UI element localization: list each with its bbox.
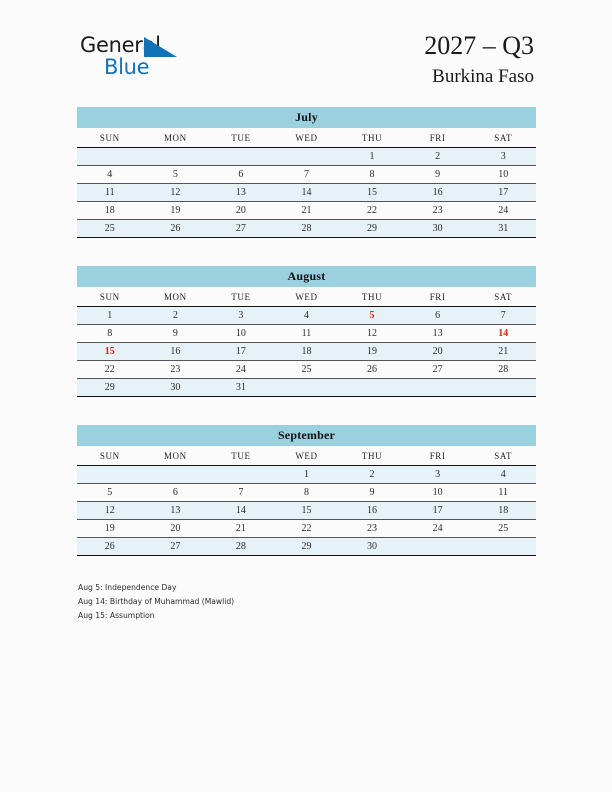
day-cell[interactable]: 23 <box>405 202 471 220</box>
day-cell[interactable]: 17 <box>208 343 274 361</box>
day-cell[interactable]: 2 <box>405 148 471 166</box>
weekday-header-tue: TUE <box>208 446 274 466</box>
weekday-header-sun: SUN <box>77 446 143 466</box>
weekday-header-fri: FRI <box>405 287 471 307</box>
page-header <box>0 30 612 100</box>
day-cell-empty <box>77 466 143 484</box>
day-cell[interactable]: 10 <box>208 325 274 343</box>
month-block <box>77 107 536 238</box>
day-cell[interactable]: 3 <box>208 307 274 325</box>
month-title-row <box>77 425 536 446</box>
day-cell[interactable]: 13 <box>208 184 274 202</box>
month-block <box>77 425 536 556</box>
day-cell[interactable]: 23 <box>143 361 209 379</box>
day-cell[interactable]: 3 <box>470 148 536 166</box>
day-cell[interactable]: 8 <box>339 166 405 184</box>
day-cell[interactable]: 26 <box>77 538 143 556</box>
weekday-header-row <box>77 446 536 466</box>
weekday-header-fri: FRI <box>405 128 471 148</box>
day-cell[interactable]: 30 <box>339 538 405 556</box>
day-cell[interactable]: 10 <box>405 484 471 502</box>
day-cell[interactable]: 24 <box>470 202 536 220</box>
brand-name-blue: Blue <box>104 55 150 79</box>
month-table <box>77 266 536 397</box>
title-block <box>424 30 534 89</box>
day-cell[interactable]: 12 <box>339 325 405 343</box>
weekday-header-tue: TUE <box>208 287 274 307</box>
day-cell-empty <box>143 466 209 484</box>
week-row <box>77 502 536 520</box>
day-cell-empty <box>405 538 471 556</box>
weekday-header-wed: WED <box>274 446 340 466</box>
day-cell-empty <box>208 466 274 484</box>
day-cell[interactable]: 20 <box>208 202 274 220</box>
day-cell[interactable]: 18 <box>77 202 143 220</box>
day-cell[interactable]: 5 <box>339 307 405 325</box>
day-cell[interactable]: 30 <box>405 220 471 238</box>
day-cell[interactable]: 28 <box>274 220 340 238</box>
day-cell[interactable]: 19 <box>339 343 405 361</box>
day-cell[interactable]: 17 <box>470 184 536 202</box>
day-cell[interactable]: 29 <box>339 220 405 238</box>
day-cell[interactable]: 5 <box>77 484 143 502</box>
day-cell[interactable]: 9 <box>405 166 471 184</box>
day-cell[interactable]: 8 <box>77 325 143 343</box>
week-row <box>77 379 536 397</box>
day-cell[interactable]: 11 <box>470 484 536 502</box>
page-title: 2027 – Q3 <box>424 31 534 60</box>
weekday-header-fri: FRI <box>405 446 471 466</box>
day-cell-empty <box>274 148 340 166</box>
weekday-header-row <box>77 287 536 307</box>
day-cell[interactable]: 20 <box>143 520 209 538</box>
day-cell[interactable]: 18 <box>470 502 536 520</box>
day-cell[interactable]: 30 <box>143 379 209 397</box>
day-cell[interactable]: 13 <box>405 325 471 343</box>
day-cell[interactable]: 20 <box>405 343 471 361</box>
day-cell[interactable]: 18 <box>274 343 340 361</box>
week-row <box>77 220 536 238</box>
day-cell[interactable]: 8 <box>274 484 340 502</box>
day-cell[interactable]: 14 <box>208 502 274 520</box>
day-cell[interactable]: 31 <box>208 379 274 397</box>
month-title-row <box>77 266 536 287</box>
weekday-header-thu: THU <box>339 287 405 307</box>
day-cell[interactable]: 26 <box>339 361 405 379</box>
month-name: July <box>77 107 536 128</box>
day-cell[interactable]: 29 <box>77 379 143 397</box>
day-cell[interactable]: 6 <box>143 484 209 502</box>
week-row <box>77 538 536 556</box>
week-row <box>77 466 536 484</box>
week-row <box>77 148 536 166</box>
weekday-header-sat: SAT <box>470 128 536 148</box>
day-cell[interactable]: 9 <box>339 484 405 502</box>
day-cell[interactable]: 16 <box>143 343 209 361</box>
legend-item: Aug 14: Birthday of Muhammad (Mawlid) <box>78 596 235 606</box>
week-row <box>77 307 536 325</box>
week-row <box>77 202 536 220</box>
day-cell[interactable]: 9 <box>143 325 209 343</box>
day-cell[interactable]: 1 <box>77 307 143 325</box>
legend-item: Aug 15: Assumption <box>78 610 155 620</box>
day-cell[interactable]: 16 <box>339 502 405 520</box>
weekday-header-wed: WED <box>274 287 340 307</box>
day-cell[interactable]: 7 <box>274 166 340 184</box>
day-cell[interactable]: 21 <box>470 343 536 361</box>
weekday-header-sat: SAT <box>470 446 536 466</box>
weekday-header-mon: MON <box>143 446 209 466</box>
day-cell[interactable]: 24 <box>208 361 274 379</box>
week-row <box>77 343 536 361</box>
day-cell[interactable]: 17 <box>405 502 471 520</box>
page-subtitle: Burkina Faso <box>432 65 534 87</box>
day-cell[interactable]: 14 <box>274 184 340 202</box>
day-cell[interactable]: 3 <box>405 466 471 484</box>
month-name: August <box>77 266 536 287</box>
day-cell[interactable]: 15 <box>274 502 340 520</box>
day-cell[interactable]: 7 <box>208 484 274 502</box>
day-cell[interactable]: 11 <box>274 325 340 343</box>
month-title-row <box>77 107 536 128</box>
day-cell[interactable]: 15 <box>77 343 143 361</box>
day-cell[interactable]: 23 <box>339 520 405 538</box>
day-cell[interactable]: 10 <box>470 166 536 184</box>
day-cell[interactable]: 24 <box>405 520 471 538</box>
day-cell-empty <box>77 148 143 166</box>
week-row <box>77 520 536 538</box>
day-cell[interactable]: 27 <box>208 220 274 238</box>
weekday-header-sat: SAT <box>470 287 536 307</box>
day-cell[interactable]: 21 <box>274 202 340 220</box>
day-cell-empty <box>274 379 340 397</box>
weekday-header-sun: SUN <box>77 128 143 148</box>
day-cell[interactable]: 13 <box>143 502 209 520</box>
day-cell[interactable]: 19 <box>77 520 143 538</box>
day-cell[interactable]: 26 <box>143 220 209 238</box>
day-cell[interactable]: 2 <box>143 307 209 325</box>
day-cell-empty <box>470 379 536 397</box>
day-cell[interactable]: 29 <box>274 538 340 556</box>
weekday-header-thu: THU <box>339 446 405 466</box>
day-cell[interactable]: 25 <box>470 520 536 538</box>
day-cell[interactable]: 4 <box>470 466 536 484</box>
day-cell[interactable]: 7 <box>470 307 536 325</box>
day-cell[interactable]: 15 <box>339 184 405 202</box>
day-cell-empty <box>405 379 471 397</box>
day-cell-empty <box>143 148 209 166</box>
day-cell[interactable]: 1 <box>274 466 340 484</box>
day-cell[interactable]: 27 <box>405 361 471 379</box>
legend-item: Aug 5: Independence Day <box>78 583 177 592</box>
day-cell[interactable]: 25 <box>274 361 340 379</box>
week-row <box>77 184 536 202</box>
weekday-header-wed: WED <box>274 128 340 148</box>
day-cell[interactable]: 22 <box>339 202 405 220</box>
weekday-header-mon: MON <box>143 128 209 148</box>
month-name: September <box>77 425 536 446</box>
weekday-header-tue: TUE <box>208 128 274 148</box>
weekday-header-sun: SUN <box>77 287 143 307</box>
day-cell-empty <box>470 538 536 556</box>
day-cell[interactable]: 19 <box>143 202 209 220</box>
week-row <box>77 484 536 502</box>
day-cell[interactable]: 12 <box>143 184 209 202</box>
month-table <box>77 107 536 238</box>
day-cell[interactable]: 28 <box>470 361 536 379</box>
day-cell[interactable]: 6 <box>405 307 471 325</box>
day-cell[interactable]: 28 <box>208 538 274 556</box>
week-row <box>77 166 536 184</box>
week-row <box>77 325 536 343</box>
weekday-header-thu: THU <box>339 128 405 148</box>
month-table <box>77 425 536 556</box>
week-row <box>77 361 536 379</box>
day-cell[interactable]: 14 <box>470 325 536 343</box>
day-cell[interactable]: 5 <box>143 166 209 184</box>
day-cell[interactable]: 12 <box>77 502 143 520</box>
day-cell[interactable]: 1 <box>339 148 405 166</box>
day-cell[interactable]: 6 <box>208 166 274 184</box>
day-cell-empty <box>208 148 274 166</box>
holiday-legend <box>78 581 498 622</box>
day-cell-empty <box>339 379 405 397</box>
day-cell[interactable]: 4 <box>77 166 143 184</box>
day-cell[interactable]: 11 <box>77 184 143 202</box>
day-cell[interactable]: 22 <box>77 361 143 379</box>
triangle-icon <box>144 37 177 57</box>
brand-logo[interactable] <box>80 35 280 91</box>
weekday-header-row <box>77 128 536 148</box>
day-cell[interactable]: 2 <box>339 466 405 484</box>
day-cell[interactable]: 31 <box>470 220 536 238</box>
weekday-header-mon: MON <box>143 287 209 307</box>
day-cell[interactable]: 27 <box>143 538 209 556</box>
day-cell[interactable]: 21 <box>208 520 274 538</box>
day-cell[interactable]: 16 <box>405 184 471 202</box>
quarter-calendars <box>77 107 536 584</box>
day-cell[interactable]: 25 <box>77 220 143 238</box>
brand-name-general: General <box>80 33 161 57</box>
day-cell[interactable]: 22 <box>274 520 340 538</box>
day-cell[interactable]: 4 <box>274 307 340 325</box>
month-block <box>77 266 536 397</box>
